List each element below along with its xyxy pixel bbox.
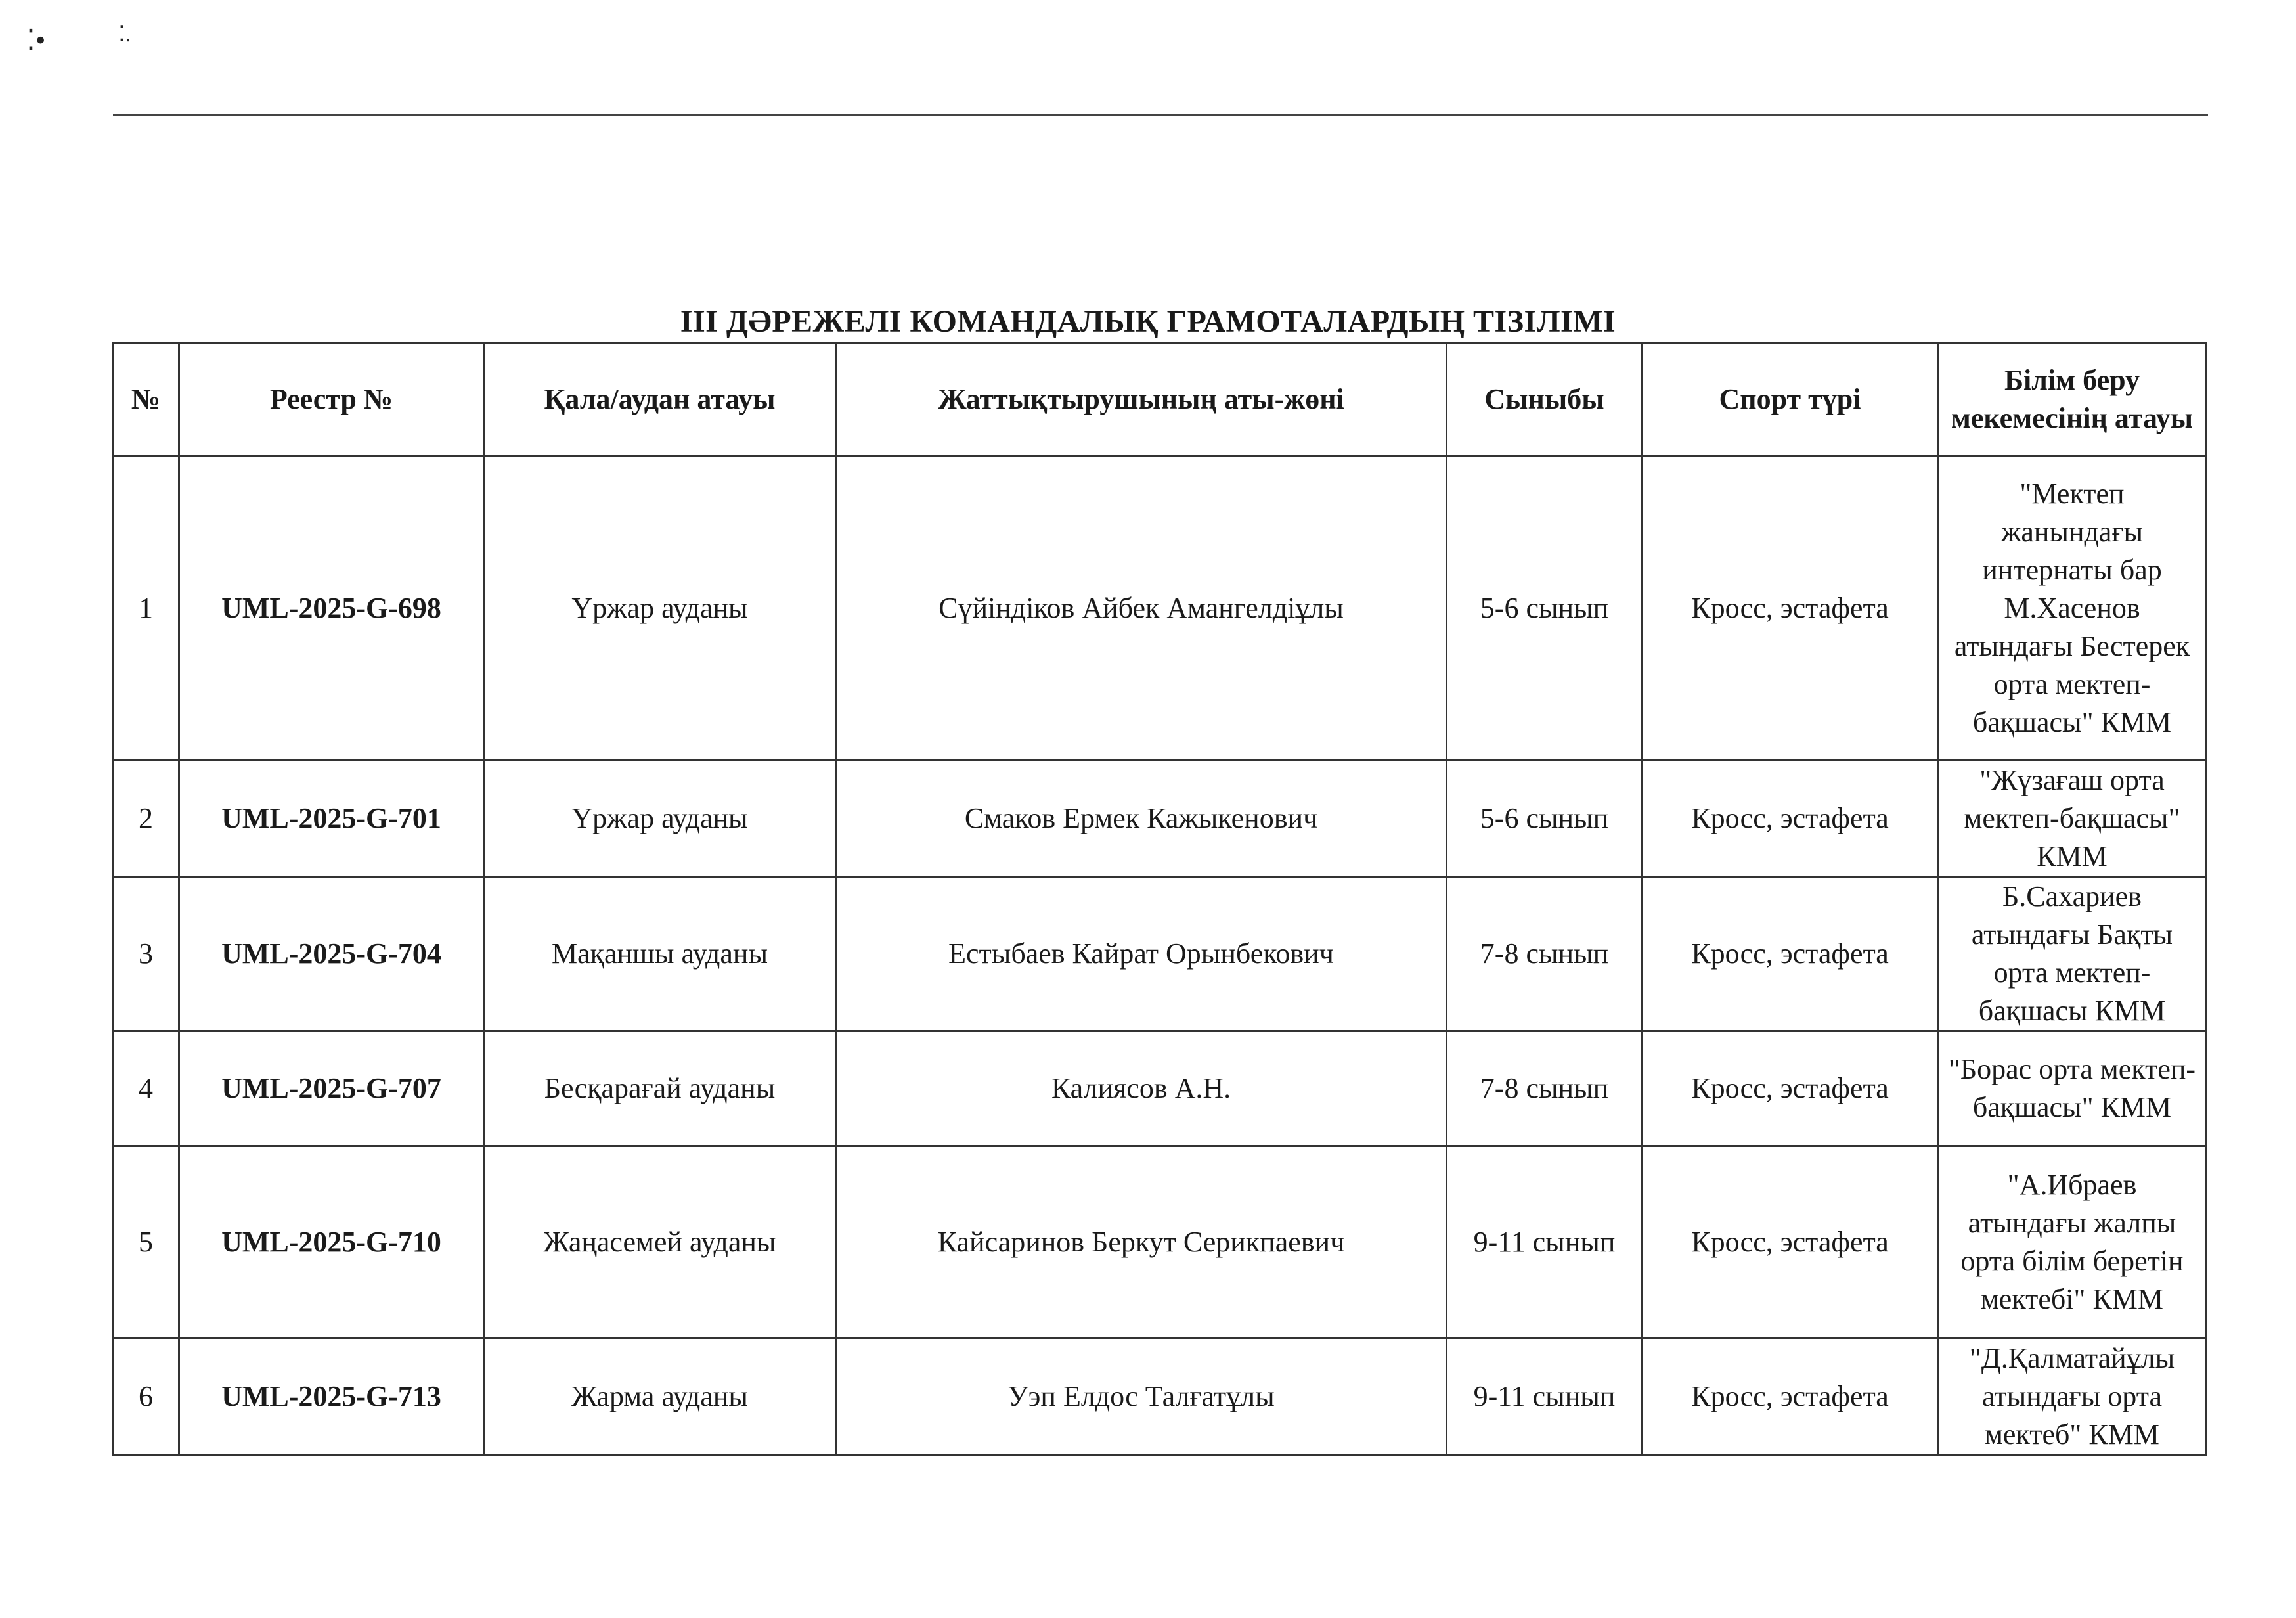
- column-header-coach: Жаттықтырушының аты-жөні: [836, 343, 1447, 457]
- sport-type: Кросс, эстафета: [1643, 1031, 1938, 1146]
- coach-name: Смаков Ермек Кажыкенович: [836, 761, 1447, 877]
- grade: 5-6 сынып: [1447, 457, 1643, 761]
- coach-name: Сүйіндіков Айбек Амангелдіұлы: [836, 457, 1447, 761]
- table-header-row: [113, 343, 2207, 457]
- header-rule: [113, 114, 2208, 116]
- city-name: Жаңасемей ауданы: [484, 1146, 836, 1339]
- sport-type: Кросс, эстафета: [1643, 1339, 1938, 1455]
- grade: 9-11 сынып: [1447, 1339, 1643, 1455]
- table-row: [113, 761, 2207, 877]
- column-header-city: Қала/аудан атауы: [484, 343, 836, 457]
- registry-table: [112, 342, 2207, 1456]
- coach-name: Уэп Елдос Талғатұлы: [836, 1339, 1447, 1455]
- row-number: 2: [113, 761, 179, 877]
- sport-type: Кросс, эстафета: [1643, 1146, 1938, 1339]
- coach-name: Кайсаринов Беркут Серикпаевич: [836, 1146, 1447, 1339]
- sport-type: Кросс, эстафета: [1643, 877, 1938, 1031]
- row-number: 4: [113, 1031, 179, 1146]
- table-row: [113, 1339, 2207, 1455]
- scan-speck: ⁚•: [26, 24, 46, 56]
- grade: 7-8 сынып: [1447, 1031, 1643, 1146]
- column-header-school: Білім беру мекемесінің атауы: [1938, 343, 2207, 457]
- registry-number: UML-2025-G-698: [179, 457, 484, 761]
- grade: 5-6 сынып: [1447, 761, 1643, 877]
- scan-speck: ⁚.: [118, 22, 131, 47]
- school-name: Б.Сахариев атындағы Бақты орта мектеп-бақшасы КММ: [1938, 877, 2207, 1031]
- column-header-num: №: [113, 343, 179, 457]
- school-name: "Д.Қалматайұлы атындағы орта мектеб" КММ: [1938, 1339, 2207, 1455]
- row-number: 3: [113, 877, 179, 1031]
- column-header-grade: Сыныбы: [1447, 343, 1643, 457]
- row-number: 1: [113, 457, 179, 761]
- registry-number: UML-2025-G-701: [179, 761, 484, 877]
- table-row: [113, 457, 2207, 761]
- registry-number: UML-2025-G-707: [179, 1031, 484, 1146]
- city-name: Мақаншы ауданы: [484, 877, 836, 1031]
- document-title: III ДӘРЕЖЕЛІ КОМАНДАЛЫҚ ГРАМОТАЛАРДЫҢ ТІЗІЛІМІ: [680, 304, 1616, 339]
- table-row: [113, 1146, 2207, 1339]
- city-name: Үржар ауданы: [484, 761, 836, 877]
- city-name: Жарма ауданы: [484, 1339, 836, 1455]
- column-header-sport: Спорт түрі: [1643, 343, 1938, 457]
- registry-number: UML-2025-G-713: [179, 1339, 484, 1455]
- table-row: [113, 1031, 2207, 1146]
- school-name: "Жүзағаш орта мектеп-бақшасы" КММ: [1938, 761, 2207, 877]
- sport-type: Кросс, эстафета: [1643, 457, 1938, 761]
- school-name: "А.Ибраев атындағы жалпы орта білім беретін мектебі" КММ: [1938, 1146, 2207, 1339]
- city-name: Үржар ауданы: [484, 457, 836, 761]
- row-number: 5: [113, 1146, 179, 1339]
- grade: 7-8 сынып: [1447, 877, 1643, 1031]
- registry-number: UML-2025-G-704: [179, 877, 484, 1031]
- city-name: Бесқарағай ауданы: [484, 1031, 836, 1146]
- school-name: "Борас орта мектеп-бақшасы" КММ: [1938, 1031, 2207, 1146]
- column-header-registry: Реестр №: [179, 343, 484, 457]
- sport-type: Кросс, эстафета: [1643, 761, 1938, 877]
- coach-name: Калиясов А.Н.: [836, 1031, 1447, 1146]
- row-number: 6: [113, 1339, 179, 1455]
- coach-name: Естыбаев Кайрат Орынбекович: [836, 877, 1447, 1031]
- school-name: "Мектеп жанындағы интернаты бар М.Хасенов атындағы Бестерек орта мектеп-бақшасы" КММ: [1938, 457, 2207, 761]
- grade: 9-11 сынып: [1447, 1146, 1643, 1339]
- table-row: [113, 877, 2207, 1031]
- registry-number: UML-2025-G-710: [179, 1146, 484, 1339]
